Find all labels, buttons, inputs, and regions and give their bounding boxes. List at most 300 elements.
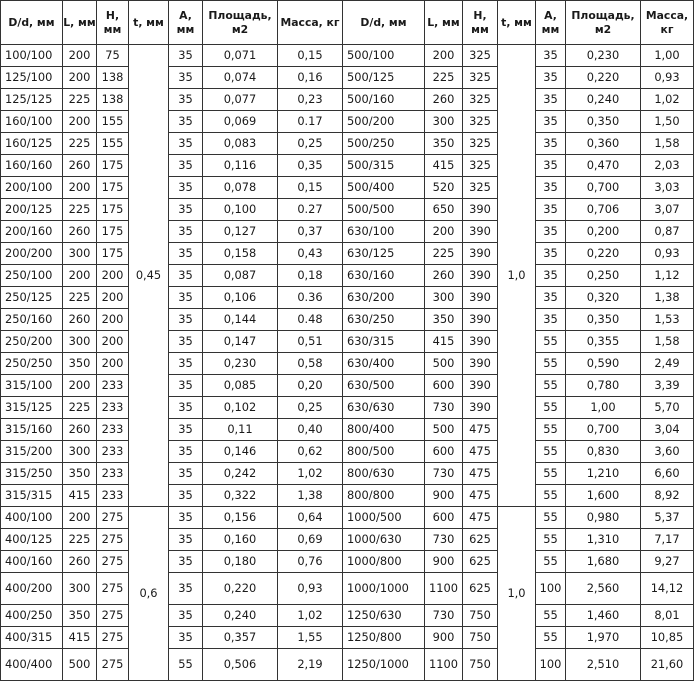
cell-l: 200 [63, 507, 97, 529]
cell-mass: 0,58 [278, 353, 343, 375]
cell-a: 35 [169, 133, 203, 155]
cell-l: 415 [63, 627, 97, 649]
cell-l: 500 [63, 649, 97, 681]
cell-h-right: 625 [463, 573, 498, 605]
cell-l: 350 [63, 353, 97, 375]
cell-a: 35 [169, 331, 203, 353]
cell-mass: 0.17 [278, 111, 343, 133]
cell-a: 35 [169, 419, 203, 441]
cell-t: 0,6 [129, 507, 169, 681]
cell-mass: 0,15 [278, 45, 343, 67]
cell-l: 225 [63, 287, 97, 309]
cell-h: 233 [97, 397, 129, 419]
cell-a-right: 100 [536, 649, 566, 681]
cell-h: 275 [97, 649, 129, 681]
cell-area: 0,158 [203, 243, 278, 265]
cell-area-right: 0,200 [566, 221, 641, 243]
cell-h: 233 [97, 419, 129, 441]
table-row [1, 397, 694, 419]
cell-t-right: 1,0 [498, 507, 536, 681]
cell-l-right: 350 [425, 133, 463, 155]
cell-dd-right: 630/200 [343, 287, 425, 309]
cell-h-right: 325 [463, 67, 498, 89]
cell-area-right: 0,780 [566, 375, 641, 397]
table-row [1, 133, 694, 155]
cell-mass: 0,37 [278, 221, 343, 243]
cell-h: 155 [97, 133, 129, 155]
cell-h: 275 [97, 507, 129, 529]
table-row [1, 155, 694, 177]
cell-a: 35 [169, 605, 203, 627]
cell-a-right: 55 [536, 353, 566, 375]
cell-area: 0,127 [203, 221, 278, 243]
cell-dd-right: 630/630 [343, 397, 425, 419]
cell-l: 260 [63, 155, 97, 177]
cell-dd-right: 800/630 [343, 463, 425, 485]
cell-area: 0,322 [203, 485, 278, 507]
cell-l: 260 [63, 419, 97, 441]
cell-h: 155 [97, 111, 129, 133]
cell-h-right: 325 [463, 133, 498, 155]
table-row [1, 353, 694, 375]
cell-area: 0,083 [203, 133, 278, 155]
cell-a: 35 [169, 155, 203, 177]
cell-area: 0,160 [203, 529, 278, 551]
cell-h: 233 [97, 485, 129, 507]
cell-mass-right: 0,93 [641, 243, 694, 265]
cell-l: 300 [63, 331, 97, 353]
cell-l-right: 600 [425, 507, 463, 529]
cell-area-right: 0,350 [566, 309, 641, 331]
cell-a: 35 [169, 375, 203, 397]
cell-a: 35 [169, 397, 203, 419]
cell-dd-right: 630/250 [343, 309, 425, 331]
cell-dd: 250/125 [1, 287, 63, 309]
cell-dd: 400/250 [1, 605, 63, 627]
cell-dd-right: 500/100 [343, 45, 425, 67]
cell-h-right: 325 [463, 45, 498, 67]
table-row [1, 243, 694, 265]
cell-a-right: 55 [536, 463, 566, 485]
cell-l: 260 [63, 309, 97, 331]
cell-dd: 200/125 [1, 199, 63, 221]
cell-h: 275 [97, 627, 129, 649]
cell-dd: 250/160 [1, 309, 63, 331]
cell-l-right: 1100 [425, 649, 463, 681]
cell-mass: 0,16 [278, 67, 343, 89]
table-row [1, 287, 694, 309]
cell-mass: 2,19 [278, 649, 343, 681]
cell-mass-right: 8,01 [641, 605, 694, 627]
cell-area: 0,078 [203, 177, 278, 199]
cell-l-right: 900 [425, 627, 463, 649]
cell-l-right: 225 [425, 243, 463, 265]
cell-h: 275 [97, 605, 129, 627]
cell-l-right: 500 [425, 353, 463, 375]
cell-a: 35 [169, 507, 203, 529]
cell-mass: 0,35 [278, 155, 343, 177]
cell-h-right: 390 [463, 375, 498, 397]
table-row [1, 199, 694, 221]
cell-t-right: 1,0 [498, 45, 536, 507]
cell-dd: 250/200 [1, 331, 63, 353]
table-row [1, 89, 694, 111]
cell-dd: 200/160 [1, 221, 63, 243]
cell-a-right: 55 [536, 507, 566, 529]
cell-dd: 100/100 [1, 45, 63, 67]
cell-l-right: 300 [425, 287, 463, 309]
cell-h-right: 390 [463, 331, 498, 353]
cell-dd-right: 630/315 [343, 331, 425, 353]
cell-l-right: 500 [425, 419, 463, 441]
table-row [1, 529, 694, 551]
cell-l-right: 730 [425, 605, 463, 627]
cell-area: 0,144 [203, 309, 278, 331]
cell-a-right: 35 [536, 287, 566, 309]
cell-l-right: 260 [425, 265, 463, 287]
cell-h-right: 325 [463, 89, 498, 111]
cell-area-right: 1,680 [566, 551, 641, 573]
cell-mass-right: 1,58 [641, 331, 694, 353]
cell-a: 35 [169, 177, 203, 199]
cell-a-right: 35 [536, 265, 566, 287]
cell-area-right: 0,706 [566, 199, 641, 221]
cell-h: 233 [97, 441, 129, 463]
cell-a: 35 [169, 199, 203, 221]
cell-mass-right: 14,12 [641, 573, 694, 605]
header-mass-right: Масса, кг [641, 1, 694, 45]
cell-a-right: 55 [536, 605, 566, 627]
cell-l: 300 [63, 441, 97, 463]
cell-area-right: 0,355 [566, 331, 641, 353]
cell-area-right: 2,560 [566, 573, 641, 605]
cell-a-right: 55 [536, 529, 566, 551]
cell-area-right: 0,220 [566, 243, 641, 265]
cell-area-right: 0,980 [566, 507, 641, 529]
cell-h: 138 [97, 89, 129, 111]
table-row [1, 331, 694, 353]
cell-l-right: 415 [425, 331, 463, 353]
cell-dd-right: 800/800 [343, 485, 425, 507]
cell-a: 35 [169, 221, 203, 243]
cell-area: 0,146 [203, 441, 278, 463]
table-row [1, 309, 694, 331]
cell-area-right: 1,310 [566, 529, 641, 551]
cell-h-right: 390 [463, 265, 498, 287]
cell-mass: 0,23 [278, 89, 343, 111]
cell-a-right: 35 [536, 45, 566, 67]
cell-a-right: 100 [536, 573, 566, 605]
table-row [1, 375, 694, 397]
cell-h-right: 625 [463, 529, 498, 551]
cell-a-right: 55 [536, 485, 566, 507]
cell-h-right: 475 [463, 507, 498, 529]
table-row [1, 507, 694, 529]
cell-mass-right: 2,03 [641, 155, 694, 177]
header-dd: D/d, мм [1, 1, 63, 45]
cell-mass: 0,64 [278, 507, 343, 529]
cell-dd-right: 630/125 [343, 243, 425, 265]
cell-dd-right: 1000/1000 [343, 573, 425, 605]
header-a-right: A, мм [536, 1, 566, 45]
cell-a-right: 55 [536, 627, 566, 649]
cell-a: 35 [169, 265, 203, 287]
cell-mass-right: 21,60 [641, 649, 694, 681]
table-row [1, 649, 694, 681]
cell-dd: 250/250 [1, 353, 63, 375]
cell-h: 75 [97, 45, 129, 67]
cell-dd-right: 500/160 [343, 89, 425, 111]
cell-a: 35 [169, 529, 203, 551]
cell-dd-right: 1000/800 [343, 551, 425, 573]
cell-h: 275 [97, 529, 129, 551]
table-row [1, 441, 694, 463]
cell-h: 175 [97, 199, 129, 221]
cell-l-right: 900 [425, 551, 463, 573]
cell-l-right: 225 [425, 67, 463, 89]
cell-area-right: 0,590 [566, 353, 641, 375]
cell-dd-right: 500/315 [343, 155, 425, 177]
cell-a: 35 [169, 287, 203, 309]
cell-dd: 160/125 [1, 133, 63, 155]
cell-mass: 0,62 [278, 441, 343, 463]
cell-h-right: 750 [463, 649, 498, 681]
cell-l-right: 730 [425, 463, 463, 485]
cell-h: 200 [97, 331, 129, 353]
cell-dd: 160/160 [1, 155, 63, 177]
cell-area: 0,071 [203, 45, 278, 67]
cell-dd: 400/200 [1, 573, 63, 605]
cell-h: 200 [97, 265, 129, 287]
cell-dd: 315/250 [1, 463, 63, 485]
cell-a: 35 [169, 485, 203, 507]
cell-h-right: 390 [463, 309, 498, 331]
cell-area-right: 1,460 [566, 605, 641, 627]
cell-dd: 200/100 [1, 177, 63, 199]
cell-area-right: 0,700 [566, 177, 641, 199]
cell-mass-right: 2,49 [641, 353, 694, 375]
cell-dd-right: 630/100 [343, 221, 425, 243]
cell-mass: 0,69 [278, 529, 343, 551]
cell-dd: 200/200 [1, 243, 63, 265]
cell-area-right: 0,360 [566, 133, 641, 155]
cell-mass: 0,51 [278, 331, 343, 353]
cell-dd-right: 500/200 [343, 111, 425, 133]
cell-a-right: 55 [536, 331, 566, 353]
cell-a-right: 55 [536, 375, 566, 397]
cell-a: 35 [169, 353, 203, 375]
cell-t: 0,45 [129, 45, 169, 507]
table-row [1, 45, 694, 67]
cell-l-right: 200 [425, 45, 463, 67]
cell-mass-right: 3,07 [641, 199, 694, 221]
cell-dd-right: 800/400 [343, 419, 425, 441]
cell-h-right: 325 [463, 155, 498, 177]
cell-mass-right: 7,17 [641, 529, 694, 551]
cell-h: 200 [97, 309, 129, 331]
table-row [1, 627, 694, 649]
cell-a-right: 35 [536, 221, 566, 243]
cell-area: 0,106 [203, 287, 278, 309]
cell-area-right: 0,830 [566, 441, 641, 463]
cell-h: 233 [97, 463, 129, 485]
cell-h-right: 750 [463, 627, 498, 649]
cell-mass-right: 1,02 [641, 89, 694, 111]
cell-area: 0,506 [203, 649, 278, 681]
cell-mass: 1,02 [278, 463, 343, 485]
header-a: A, мм [169, 1, 203, 45]
cell-l: 350 [63, 605, 97, 627]
cell-h-right: 390 [463, 199, 498, 221]
cell-mass-right: 3,39 [641, 375, 694, 397]
cell-h: 275 [97, 551, 129, 573]
cell-area-right: 0,470 [566, 155, 641, 177]
cell-h-right: 475 [463, 419, 498, 441]
cell-a: 35 [169, 627, 203, 649]
table-row [1, 551, 694, 573]
cell-l: 225 [63, 397, 97, 419]
cell-l: 200 [63, 111, 97, 133]
cell-dd: 315/160 [1, 419, 63, 441]
header-row [1, 1, 694, 45]
cell-area: 0,230 [203, 353, 278, 375]
cell-a-right: 55 [536, 397, 566, 419]
cell-mass-right: 3,03 [641, 177, 694, 199]
cell-area: 0,100 [203, 199, 278, 221]
cell-dd-right: 1250/630 [343, 605, 425, 627]
header-l-right: L, мм [425, 1, 463, 45]
cell-dd-right: 1000/500 [343, 507, 425, 529]
cell-dd-right: 1250/1000 [343, 649, 425, 681]
cell-mass-right: 1,58 [641, 133, 694, 155]
cell-a: 35 [169, 309, 203, 331]
cell-dd-right: 500/400 [343, 177, 425, 199]
cell-a-right: 35 [536, 111, 566, 133]
cell-h-right: 475 [463, 441, 498, 463]
header-dd-right: D/d, мм [343, 1, 425, 45]
cell-a-right: 35 [536, 133, 566, 155]
header-area: Площадь, м2 [203, 1, 278, 45]
cell-area-right: 1,600 [566, 485, 641, 507]
cell-area: 0,069 [203, 111, 278, 133]
cell-l: 200 [63, 265, 97, 287]
cell-dd-right: 630/400 [343, 353, 425, 375]
table-row [1, 485, 694, 507]
cell-dd: 125/125 [1, 89, 63, 111]
cell-dd-right: 500/500 [343, 199, 425, 221]
cell-l-right: 900 [425, 485, 463, 507]
table-row [1, 265, 694, 287]
cell-mass-right: 5,37 [641, 507, 694, 529]
cell-l-right: 200 [425, 221, 463, 243]
cell-area-right: 0,220 [566, 67, 641, 89]
table-row [1, 605, 694, 627]
cell-mass: 0.48 [278, 309, 343, 331]
cell-h-right: 390 [463, 287, 498, 309]
cell-dd: 250/100 [1, 265, 63, 287]
cell-a-right: 35 [536, 155, 566, 177]
header-t-right: t, мм [498, 1, 536, 45]
cell-mass-right: 0,93 [641, 67, 694, 89]
cell-l: 200 [63, 45, 97, 67]
cell-dd: 315/200 [1, 441, 63, 463]
cell-l: 200 [63, 67, 97, 89]
cell-dd-right: 1250/800 [343, 627, 425, 649]
cell-dd: 400/315 [1, 627, 63, 649]
cell-area: 0,077 [203, 89, 278, 111]
cell-mass: 1,55 [278, 627, 343, 649]
table-row [1, 177, 694, 199]
cell-dd: 400/125 [1, 529, 63, 551]
table-row [1, 573, 694, 605]
cell-h: 175 [97, 177, 129, 199]
cell-dd-right: 800/500 [343, 441, 425, 463]
cell-mass: 0.27 [278, 199, 343, 221]
cell-mass-right: 8,92 [641, 485, 694, 507]
cell-l: 200 [63, 177, 97, 199]
cell-mass-right: 1,12 [641, 265, 694, 287]
cell-mass-right: 0,87 [641, 221, 694, 243]
cell-h: 138 [97, 67, 129, 89]
cell-h-right: 625 [463, 551, 498, 573]
cell-mass: 0,43 [278, 243, 343, 265]
cell-h: 175 [97, 221, 129, 243]
cell-area-right: 1,00 [566, 397, 641, 419]
cell-area: 0,240 [203, 605, 278, 627]
cell-area: 0,180 [203, 551, 278, 573]
cell-a: 35 [169, 463, 203, 485]
cell-dd: 125/100 [1, 67, 63, 89]
cell-dd: 400/160 [1, 551, 63, 573]
cell-area: 0,102 [203, 397, 278, 419]
cell-area-right: 1,210 [566, 463, 641, 485]
header-mass: Масса, кг [278, 1, 343, 45]
cell-a-right: 35 [536, 67, 566, 89]
cell-area-right: 2,510 [566, 649, 641, 681]
cell-h-right: 325 [463, 177, 498, 199]
cell-a: 35 [169, 67, 203, 89]
cell-mass-right: 1,38 [641, 287, 694, 309]
cell-h-right: 475 [463, 485, 498, 507]
cell-mass: 0,20 [278, 375, 343, 397]
cell-mass-right: 3,60 [641, 441, 694, 463]
cell-dd-right: 500/250 [343, 133, 425, 155]
cell-a: 35 [169, 45, 203, 67]
cell-h-right: 390 [463, 243, 498, 265]
header-h-right: H, мм [463, 1, 498, 45]
cell-l: 260 [63, 551, 97, 573]
cell-l: 225 [63, 529, 97, 551]
cell-l-right: 350 [425, 309, 463, 331]
cell-area-right: 0,250 [566, 265, 641, 287]
cell-mass: 0,25 [278, 133, 343, 155]
cell-area: 0,116 [203, 155, 278, 177]
cell-dd-right: 630/500 [343, 375, 425, 397]
cell-dd-right: 1000/630 [343, 529, 425, 551]
table-row [1, 111, 694, 133]
cell-dd: 315/315 [1, 485, 63, 507]
cell-mass: 0,25 [278, 397, 343, 419]
cell-l: 225 [63, 199, 97, 221]
cell-a-right: 35 [536, 309, 566, 331]
cell-area: 0,156 [203, 507, 278, 529]
cell-mass: 0.36 [278, 287, 343, 309]
cell-h: 200 [97, 353, 129, 375]
table-body [1, 45, 694, 681]
cell-a: 35 [169, 243, 203, 265]
table-row [1, 67, 694, 89]
cell-h-right: 390 [463, 221, 498, 243]
